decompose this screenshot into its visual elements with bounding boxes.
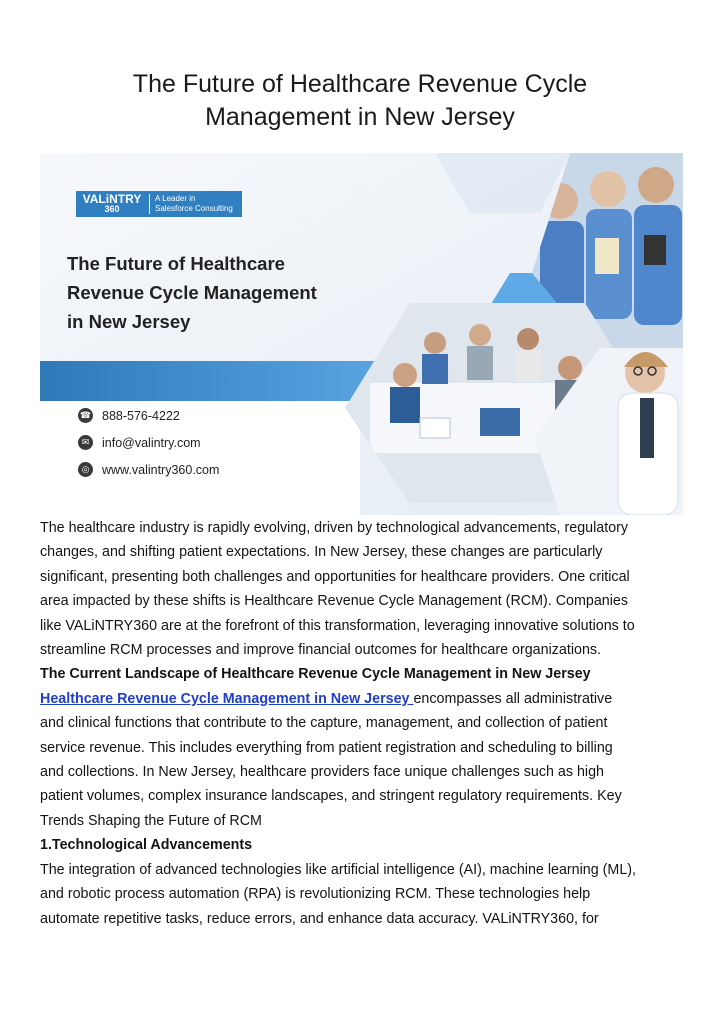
intro-line-1: The healthcare industry is rapidly evolving, driven by technological advancements, regulatory (40, 520, 629, 536)
banner-phone-text: 888-576-4222 (102, 408, 180, 423)
banner-heading-line-3: in New Jersey (67, 311, 191, 332)
page-title (0, 68, 720, 134)
page-title-line-1: The Future of Healthcare Revenue Cycle (132, 70, 588, 98)
hero-banner-image (40, 153, 683, 515)
banner-heading (67, 249, 367, 336)
banner-heading-line-1: The Future of Healthcare (67, 253, 285, 274)
mail-icon: ✉ (78, 435, 93, 450)
logo-tagline-line-1: A Leader in (155, 194, 196, 203)
page-title-line-2: Management in New Jersey (205, 103, 515, 131)
intro-line-4: area impacted by these shifts is Healthcare Revenue Cycle Management (RCM). Companies (40, 593, 629, 610)
tech-line-1: The integration of advanced technologies like artificial intelligence (AI), machine learning (ML), (40, 861, 637, 878)
intro-line-2: changes, and shifting patient expectations. In New Jersey, these changes are particularly (40, 544, 603, 561)
banner-email-text: info@valintry.com (102, 435, 201, 450)
tech-line-3: automate repetitive tasks, reduce errors, and enhance data accuracy. VALiNTRY360, for (40, 910, 599, 927)
subheading-tech: 1.Technological Advancements (40, 837, 253, 854)
globe-icon: ◎ (78, 462, 93, 477)
landscape-line-4: patient volumes, complex insurance landscapes, and stringent regulatory requirements. Key (40, 788, 622, 805)
banner-phone (78, 408, 180, 423)
banner-website (78, 462, 219, 477)
valintry-logo (76, 191, 242, 217)
intro-line-5: like VALiNTRY360 are at the forefront of this transformation, leveraging innovative solutions to (40, 617, 635, 634)
intro-line-6: streamline RCM processes and improve financial outcomes for healthcare organizations. (40, 642, 602, 659)
banner-website-text: www.valintry360.com (102, 462, 220, 477)
landscape-line-5: Trends Shaping the Future of RCM (40, 812, 262, 829)
phone-icon: ☎ (78, 408, 93, 423)
link-paragraph-line (40, 687, 680, 711)
logo-name-line-1: VALiNTRY (82, 192, 142, 206)
tech-line-2: and robotic process automation (RPA) is revolutionizing RCM. These technologies help (40, 886, 591, 903)
landscape-line-1: and clinical functions that contribute to the capture, management, and collection of patient (40, 715, 608, 732)
logo-name-line-2: 360 (104, 204, 120, 214)
landscape-line-3: and collections. In New Jersey, healthcare providers face unique challenges such as high (40, 764, 604, 781)
link-line-rest: encompasses all administrative (413, 690, 613, 707)
section-heading: The Current Landscape of Healthcare Revenue Cycle Management in New Jersey (40, 666, 591, 683)
banner-heading-line-2: Revenue Cycle Management (67, 282, 317, 303)
intro-line-3: significant, presenting both challenges and opportunities for healthcare providers. One critical (40, 568, 630, 585)
article-body (40, 516, 680, 931)
banner-email (78, 435, 201, 450)
landscape-line-2: service revenue. This includes everything from patient registration and scheduling to billing (40, 739, 613, 756)
rcm-new-jersey-link[interactable]: Healthcare Revenue Cycle Management in New Jersey (40, 690, 414, 707)
logo-tagline-line-2: Salesforce Consulting (155, 204, 233, 213)
